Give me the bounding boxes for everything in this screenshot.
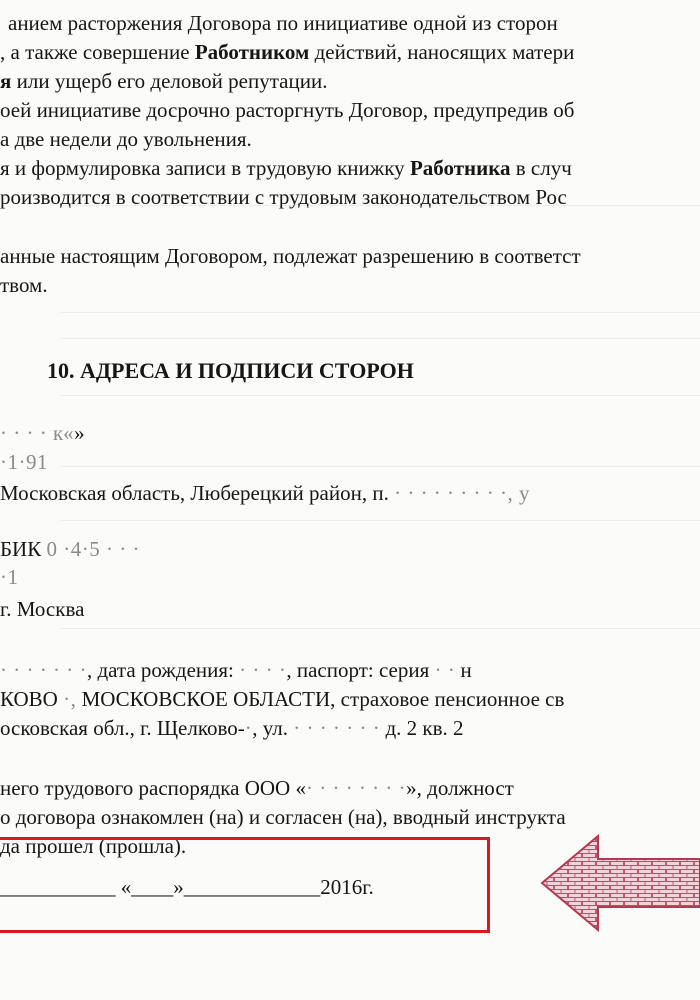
signature-date-line: ___________ «____»_____________2016г. (0, 875, 374, 899)
redacted-text: ·1·91 (0, 450, 48, 474)
acknowledgement-text: него трудового распорядка ООО «· · · · · · · ·», должност (0, 776, 514, 800)
contract-text-line: я и формулировка записи в трудовую книжку Работника в случ (0, 156, 572, 180)
contract-text-line: , а также совершение Работником действий, наносящих матери (0, 40, 575, 64)
employee-address: осковская обл., г. Щелково-·, ул. · · · · · · · д. 2 кв. 2 (0, 716, 464, 740)
employer-name: · · · · к«» (0, 421, 85, 445)
bleed-through-line (60, 520, 700, 521)
contract-text-line: я или ущерб его деловой репутации. (0, 69, 328, 93)
redacted-text: · · · · к« (0, 421, 75, 445)
pointing-arrow-icon (540, 833, 700, 933)
redacted-text: · · · · · · · · ·, у (394, 481, 531, 505)
bleed-through-line (60, 395, 700, 396)
employer-address: Московская область, Люберецкий район, п. · · · · · · · · ·, у (0, 481, 531, 505)
redacted-text: · · (434, 658, 456, 682)
employer-city: г. Москва (0, 597, 85, 621)
acknowledgement-text: о договора ознакомлен (на) и согласен (на), вводный инструкта (0, 805, 566, 829)
redacted-text: · · · · · · · (0, 658, 87, 682)
employer-index (0, 449, 48, 475)
redacted-text: · · · · · · · · (305, 776, 407, 800)
contract-text-line: анием расторжения Договора по инициативе одной из сторон (8, 11, 558, 35)
redacted-text: · · · · · · · (293, 716, 381, 740)
bleed-through-line (60, 338, 700, 339)
redacted-text: · · · · (239, 658, 287, 682)
contract-text-line: роизводится в соответствии с трудовым законодательством Рос (0, 185, 567, 209)
redacted-text: 0 ·4·5 · · · (46, 537, 140, 561)
employer-bank (0, 564, 19, 590)
contract-text-line: анные настоящим Договором, подлежат разрешению в соответст (0, 244, 581, 268)
contract-text-line: оей инициативе досрочно расторгнуть Договор, предупредив об (0, 98, 575, 122)
bleed-through-line (60, 466, 700, 467)
contract-text-line: твом. (0, 273, 48, 297)
bleed-through-line (60, 628, 700, 629)
bleed-through-line (60, 312, 700, 313)
employer-bik: БИК 0 ·4·5 · · · (0, 537, 140, 561)
arrow-shape (542, 836, 700, 930)
section-heading: 10. АДРЕСА И ПОДПИСИ СТОРОН (47, 358, 414, 383)
employee-details: · · · · · · ·, дата рождения: · · · ·, паспорт: серия · · н (0, 658, 472, 682)
contract-text-line: а две недели до увольнения. (0, 127, 252, 151)
redacted-text: ·1 (0, 565, 19, 589)
employee-details: КОВО ·, МОСКОВСКОЕ ОБЛАСТИ, страховое пенсионное св (0, 687, 565, 711)
acknowledgement-text: да прошел (прошла). (0, 834, 187, 858)
